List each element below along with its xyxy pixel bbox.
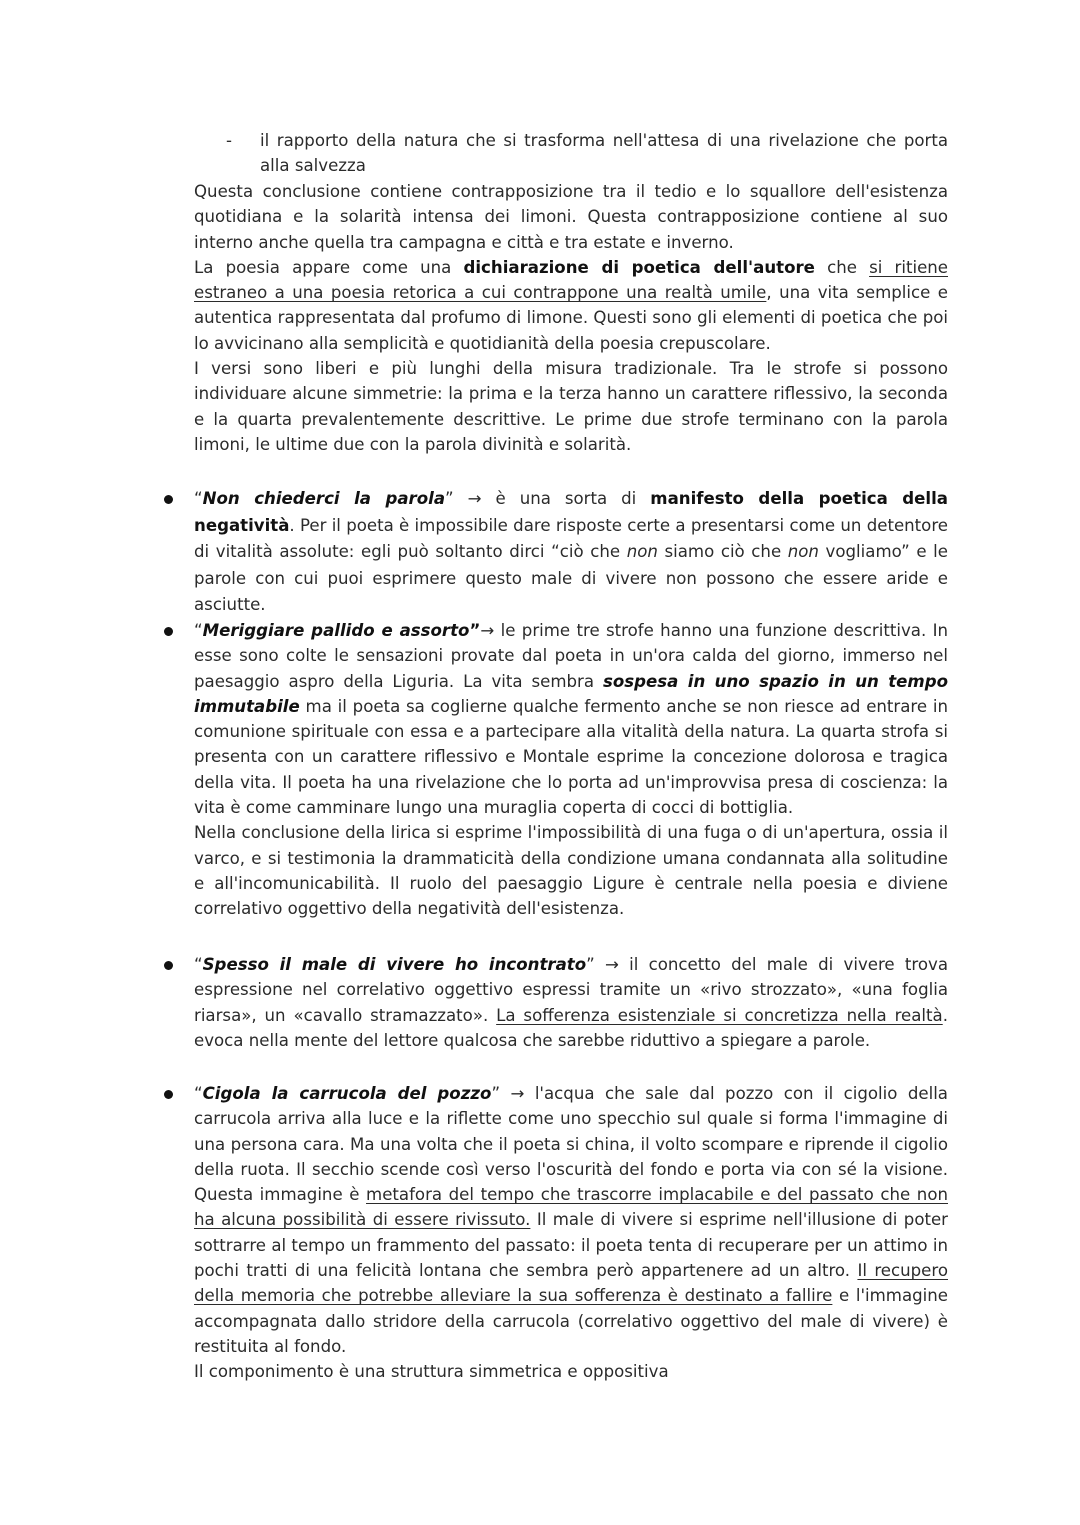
quote-mark: “: [194, 1084, 203, 1103]
bullet-icon: [164, 627, 173, 636]
intro-paragraphs: [194, 179, 948, 457]
intro-paragraph-1: Questa conclusione contiene contrapposizione tra il tedio e lo squallore dell'esistenza quotidiana e la solarità intensa dei limoni. Questa contrapposizione contiene al suo interno anche quella tra campagna e città e tra estate e inverno.: [194, 182, 948, 252]
section-cigola: [194, 1081, 948, 1385]
bullet-icon: [164, 961, 173, 970]
text-run: il concetto del male di vivere trova espressione nel correlativo oggettivo espressi tramite un «rivo strozzato», «una foglia riarsa», un «cavallo stramazzato».: [194, 955, 948, 1025]
text-run: le prime tre strofe hanno una funzione descrittiva. In esse sono colte le sensazioni provate dal poeta in un'ora calda del giorno, immerso nel paesaggio aspro della Liguria. La vita sembra: [194, 621, 948, 691]
text-run: Il male di vivere si esprime nell'illusione di poter sottrarre al tempo un frammento del passato: il poeta tenta di recuperare per un attimo in pochi tratti di una felicità lontana che sembra però appartenere ad un altro.: [194, 1210, 949, 1281]
underlined-phrase: si ritiene estraneo a una poesia retorica a cui contrappone una realtà umile: [194, 257, 948, 303]
section-paragraph: [194, 486, 948, 619]
section-paragraph: [194, 952, 948, 1053]
intro-paragraph-2: [194, 255, 948, 356]
bullet-icon: [164, 495, 173, 504]
quote-mark: ”: [469, 621, 481, 640]
dash-list-item: il rapporto della natura che si trasforma nell'attesa di una rivelazione che porta alla salvezza: [260, 131, 948, 176]
section-non-chiederci: [194, 486, 948, 619]
arrow-icon: →: [604, 955, 619, 974]
intro-paragraph-3: I versi sono liberi e più lunghi della misura tradizionale. Tra le strofe si possono individuare alcune simmetrie: la prima e la terza hanno un carattere riflessivo, la seconda e la quarta prevalentemente descrittive. Le prime due strofe terminano con la parola limoni, le ultime due con la parola divinità e solarità.: [194, 359, 948, 454]
text-run: siamo ciò che: [657, 542, 788, 561]
poem-title: Non chiederci la parola: [202, 489, 446, 508]
text-run: è una sorta di: [481, 489, 651, 508]
quote-mark: ”: [491, 1084, 501, 1103]
bullet-icon: [164, 1090, 173, 1099]
section-meriggiare: [194, 618, 948, 922]
poem-title: Meriggiare pallido e assorto: [202, 621, 470, 640]
underlined-phrase: metafora del tempo che trascorre implacabile e del passato che non ha alcuna possibilità di essere rivissuto.: [194, 1185, 948, 1230]
bold-phrase: dichiarazione di poetica dell'autore: [463, 257, 815, 277]
poem-title: Cigola la carrucola del pozzo: [202, 1084, 492, 1103]
quote-mark: “: [194, 621, 203, 640]
text-run: che: [814, 257, 870, 277]
text-run: l'acqua che sale dal pozzo con il cigolio della carrucola arriva alla luce e la riflette come uno specchio sul quale si forma l'immagine di una persona cara. Ma una volta che il poeta si china, il volto scompare e riprende il cigolio della ruota. Il secchio scende così verso l'oscurità del fondo e porta via con sé la visione. Questa immagine è: [194, 1084, 948, 1205]
text-run: La poesia appare come una: [194, 257, 464, 277]
italic-word: non: [626, 542, 658, 561]
bold-italic-phrase: sospesa in uno spazio in un tempo immutabile: [194, 671, 949, 716]
arrow-icon: →: [480, 621, 495, 640]
underlined-phrase: La sofferenza esistenziale si concretizza nella realtà: [496, 1005, 943, 1025]
section-paragraph: [194, 618, 948, 820]
text-run: vogliamo” e le parole con cui puoi esprimere questo male di vivere non possono che essere aride e asciutte.: [194, 542, 948, 614]
arrow-icon: →: [510, 1084, 525, 1103]
arrow-icon: →: [467, 489, 482, 508]
section-paragraph: [194, 1081, 948, 1359]
section-paragraph-2: Il componimento è una struttura simmetrica e oppositiva: [194, 1362, 669, 1382]
text-run: . Per il poeta è impossibile dare risposte certe a presentarsi come un detentore di vitalità assolute: egli può soltanto dirci “ciò che: [194, 515, 948, 561]
poem-title: Spesso il male di vivere ho incontrato: [202, 955, 587, 974]
quote-mark: ”: [586, 955, 595, 974]
quote-mark: “: [194, 489, 203, 508]
bold-phrase: manifesto della poetica della negatività: [194, 489, 948, 535]
text-run: ma il poeta sa coglierne qualche fermento anche se non riesce ad entrare in comunione spirituale con essa e a partecipare alla vitalità della natura. La quarta strofa si presenta con un carattere riflessivo e Montale esprime la concezione dolorosa e tragica della vita. Il poeta ha una rivelazione che lo porta ad un'improvvisa presa di coscienza: la vita è come camminare lungo una muraglia coperta di cocci di bottiglia.: [194, 696, 948, 818]
dash-marker: -: [226, 131, 232, 150]
quote-mark: “: [194, 955, 203, 974]
quote-mark: ”: [445, 489, 454, 508]
text-run: , una vita semplice e autentica rappresentata dal profumo di limone. Questi sono gli elementi di poetica che poi lo avvicinano alla semplicità e quotidianità della poesia crepuscolare.: [194, 283, 948, 353]
text-run: e l'immagine accompagnata dallo stridore della carrucola (correlativo oggettivo del male di vivere) è restituita al fondo.: [194, 1286, 948, 1356]
section-paragraph-2: Nella conclusione della lirica si esprime l'impossibilità di una fuga o di un'apertura, ossia il varco, e si testimonia la drammaticità della condizione umana condannata alla solitudine e all'incomunicabilità. Il ruolo del paesaggio Ligure è centrale nella poesia e diviene correlativo oggettivo della negatività dell'esistenza.: [194, 823, 948, 919]
italic-word: non: [787, 542, 819, 561]
text-run: . evoca nella mente del lettore qualcosa che sarebbe riduttivo a spiegare a parole.: [194, 1005, 948, 1050]
underlined-phrase: Il recupero della memoria che potrebbe alleviare la sua sofferenza è destinato a fallire: [194, 1261, 948, 1306]
section-spesso: [194, 952, 948, 1053]
